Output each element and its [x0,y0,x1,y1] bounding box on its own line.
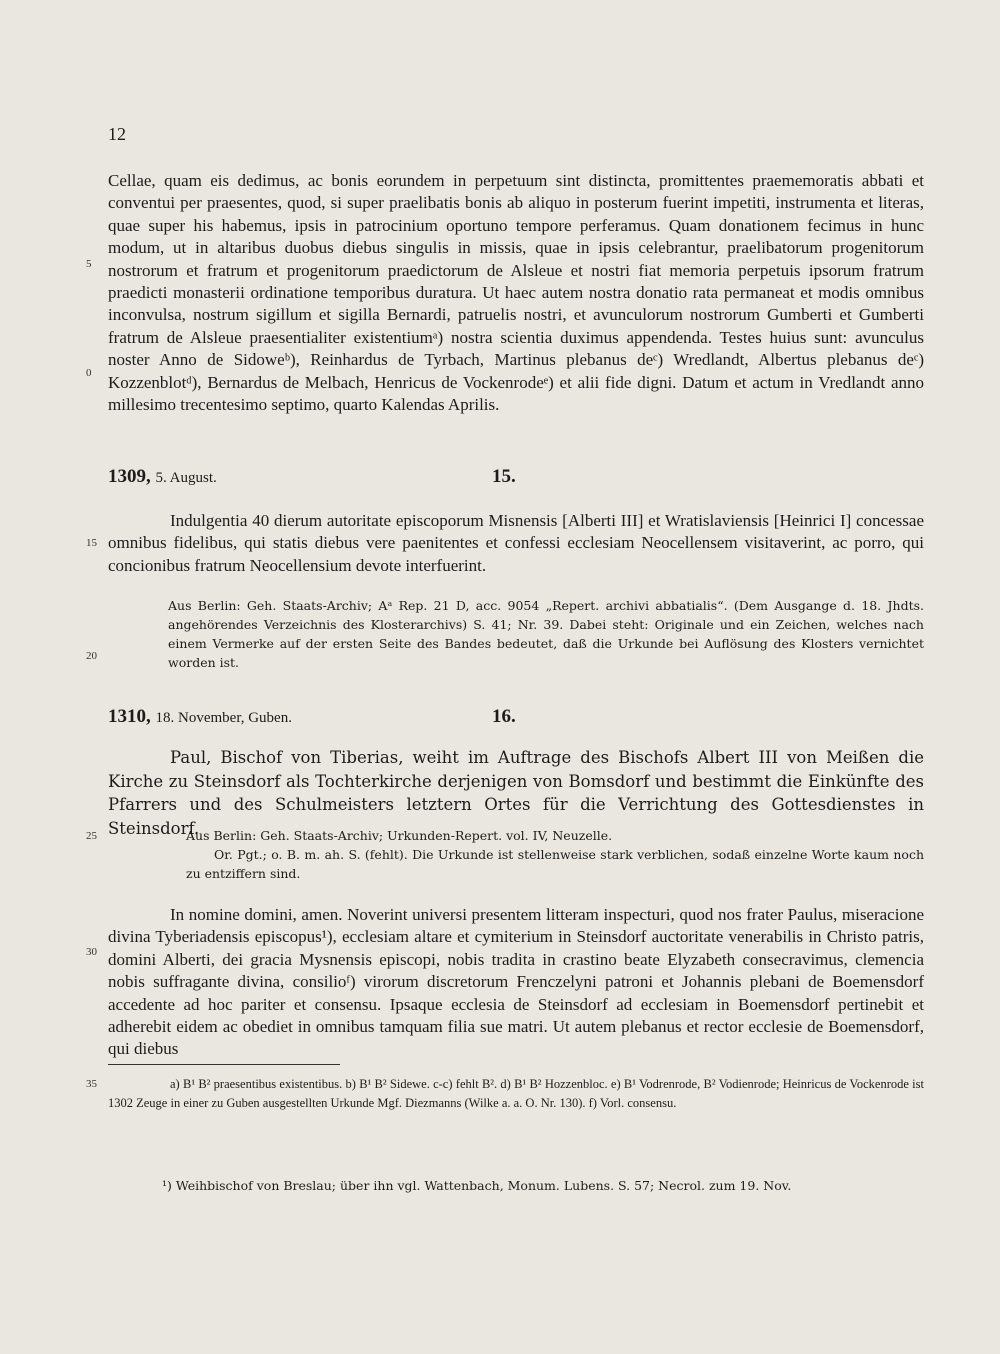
footnote-1 [162,1164,924,1207]
doc15-day: 5. August. [155,470,217,486]
doc15-source-text: Aus Berlin: Geh. Staats-Archiv; Aᵃ Rep. 21 D, acc. 9054 „Repert. archivi abbatialis“. (Dem Ausgange d. 18. Jhdts. angehörendes Verzeichnis des Klosterarchivs) S. 41; Nr. 39. Dabei steht: Originale und ein Zeichen, welches nach einem Vermerke auf der ersten Seite des Bandes bedeutet, daß die Urkunde bei Auflösung des Klosters vernichtet worden ist. [168,598,924,670]
doc16-heading [108,706,924,732]
line-number: 20 [86,650,97,662]
doc15-heading [108,466,924,492]
doc15-year: 1309, [108,466,151,487]
doc15-regest: Indulgentia 40 dierum autoritate episcoporum Misnensis [Alberti III] et Wratislaviensis [Heinrici I] concessae omnibus fidelibus, qui statis diebus vere paenitentes et confessi ecclesiam Neocellensem visitaverint, ac porro, qui concionibus fratrum Neocellensium devote interfuerint. [108,511,924,575]
line-number: 35 [86,1078,97,1090]
doc16-number: 16. [492,706,516,727]
continuation-text-block [108,170,924,416]
doc15-date [108,466,217,488]
continuation-paragraph: Cellae, quam eis dedimus, ac bonis eorundem in perpetuum sint distincta, promittentes praememoratis abbati et conventui per praesentes, quod, si super praelibatis bonis ab aliquo in posterum fuerint impetiti, instrumenta et literas, quae super his habemus, ipsis in patrocinium oportuno tempore perferamus. Quam donationem fecimus in hunc modum, ut in altaribus duobus diebus singulis in missis, quae in ipsis celebrantur, praelibatorum progenitorum nostrorum et fratrum et progenitorum praedictorum de Alsleue et nostri fiat memoria perpetuis ipsorum fratrum praedicti monasterii ordinatione temporibus duratura. Ut haec autem nostra donatio rata permaneat et modis omnibus inconvulsa, nostrum sigillum et sigilla Bernardi, patruelis nostri, et avunculorum nostrorum Gumberti et Gumberti fratrum de Alsleue praesentialiter existentiumᵃ) nostra scientia duximus appendenda. Testes huius sunt: avunculus noster Anno de Sidoweᵇ), Reinhardus de Tyrbach, Martinus plebanus deᶜ) Wredlandt, Albertus plebanus deᶜ) Kozzenblotᵈ), Bernardus de Melbach, Henricus de Vockenrodeᵉ) et alii fide digni. Datum et actum in Vredlandt anno millesimo trecentesimo septimo, quarto Kalendas Aprilis. [108,171,924,415]
doc16-day: 18. November, Guben. [155,710,292,726]
footnote-1-text: ¹) Weihbischof von Breslau; über ihn vgl. Wattenbach, Monum. Lubens. S. 57; Necrol. zum 19. Nov. [162,1177,792,1193]
doc16-source [186,826,924,883]
doc16-text-block [108,904,924,1061]
line-number: 15 [86,537,97,549]
line-number: 25 [86,830,97,842]
doc16-date [108,706,292,728]
doc15-source [168,596,924,672]
page-number: 12 [108,124,126,144]
line-number: 5 [86,258,92,270]
doc16-text: In nomine domini, amen. Noverint universi presentem litteram inspecturi, quod nos frater Paulus, miseracione divina Tyberiadensis episcopus¹), ecclesiam altare et cymiterium in Steinsdorf auctoritate venerabilis in Christo patris, domini Alberti, dei gracia Mysnensis episcopi, nobis tradita in crastino beate Elyzabeth consecravimus, clemencia nobis suffragante divina, consilioᶠ) virorum discretorum Frenczelyni patroni et Johannis plebani de Boemensdorf accedente ad hoc pariter et consensu. Ipsaque ecclesia de Steinsdorf ad ecclesiam in Boemensdorf pertinebit et adherebit eidem ac obediet in omnibus tamquam filia sue matri. Ut autem plebanus et rector ecclesie de Boemensdorf, qui diebus [108,905,924,1059]
apparatus-text: a) B¹ B² praesentibus existentibus. b) B¹ B² Sidewe. c-c) fehlt B². d) B¹ B² Hozzenbloc. e) B¹ Vodrenrode, B² Vodienrode; Heinricus de Vockenrode ist 1302 Zeuge in einer zu Guben ausgestellten Urkunde Mgf. Diezmanns (Wilke a. a. O. Nr. 130). f) Vorl. consensu. [108,1077,924,1110]
critical-apparatus [108,1075,924,1112]
doc16-year: 1310, [108,706,151,727]
doc16-source-line1: Aus Berlin: Geh. Staats-Archiv; Urkunden-Repert. vol. IV, Neuzelle. [186,828,613,843]
doc15-regest-block [108,510,924,577]
line-number: 0 [86,367,92,379]
doc16-source-line2: Or. Pgt.; o. B. m. ah. S. (fehlt). Die Urkunde ist stellenweise stark verblichen, sodaß einzelne Worte kaum noch zu entziffern sind. [186,847,924,881]
doc16-regest: Paul, Bischof von Tiberias, weiht im Auftrage des Bischofs Albert III von Meißen die Kirche zu Steinsdorf als Tochterkirche derjenigen von Bomsdorf und bestimmt die Einkünfte des Pfarrers und des Schulmeisters letztern Ortes für die Verrichtung des Gottesdienstes in Steinsdorf. [108,748,924,838]
line-number: 30 [86,946,97,958]
footnote-separator [108,1064,340,1065]
doc15-number: 15. [492,466,516,487]
